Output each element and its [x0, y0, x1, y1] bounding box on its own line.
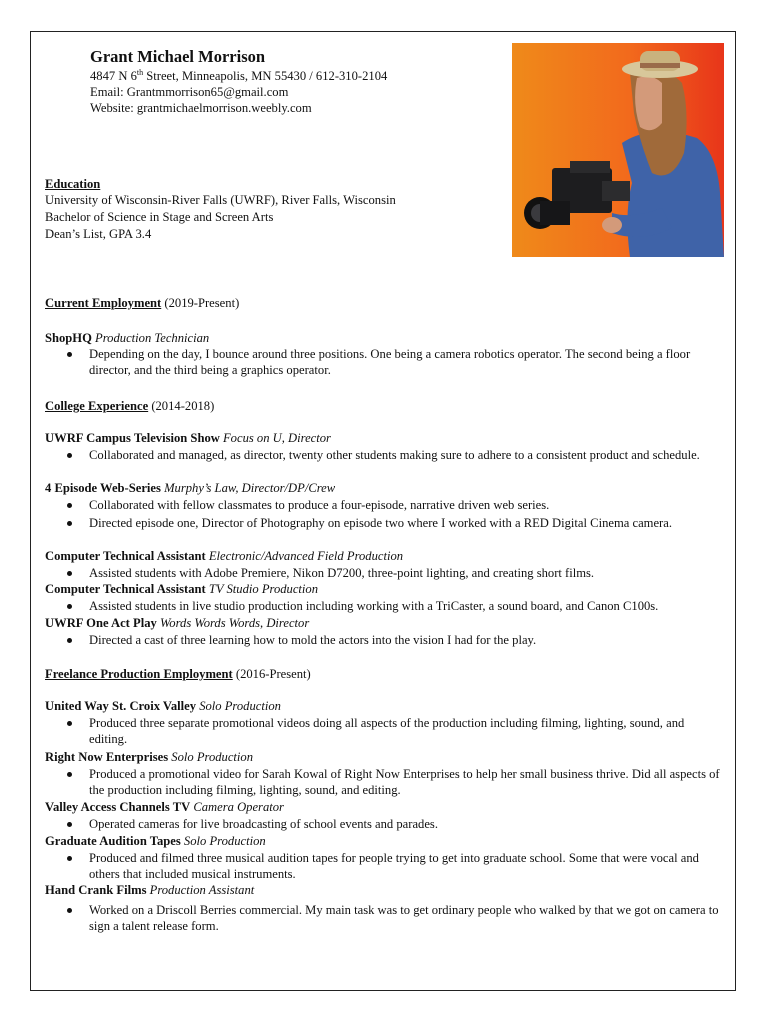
education-school: University of Wisconsin-River Falls (UWRF), River Falls, Wisconsin — [45, 193, 396, 207]
address-line: 4847 N 6th Street, Minneapolis, MN 55430 / 612-310-2104 — [90, 67, 388, 83]
job-bullet: Directed a cast of three learning how to mold the actors into the vision I had for the play. — [89, 633, 537, 647]
bullet-dot — [67, 856, 72, 861]
job-bullet: Worked on a Driscoll Berries commercial. My main task was to get ordinary people who walked by that we got on camera to sign a talent release form. — [89, 903, 719, 933]
job-title-line: Valley Access Channels TV Camera Operator — [45, 800, 284, 814]
website-line: Website: grantmichaelmorrison.weebly.com — [90, 101, 312, 115]
candidate-name: Grant Michael Morrison — [90, 47, 266, 66]
bullet-dot — [67, 638, 72, 643]
job-bullet: Produced and filmed three musical audition tapes for people trying to get into graduate school. Some that were vocal and others that included musical instruments. — [89, 851, 699, 881]
job-bullet: Produced a promotional video for Sarah Kowal of Right Now Enterprises to help her small business thrive. Did all aspects of the production including filming, lighting, sound, and editing. — [89, 767, 720, 797]
job-bullet: Produced three separate promotional videos doing all aspects of the production including filming, lighting, sound, and editing. — [89, 716, 685, 746]
job-title-line: Computer Technical Assistant TV Studio Production — [45, 582, 319, 596]
education-heading: Education — [45, 177, 101, 191]
college-experience-heading: College Experience (2014-2018) — [45, 399, 215, 413]
job-bullet: Assisted students in live studio production including working with a TriCaster, a sound board, and Canon C100s. — [89, 599, 659, 613]
profile-photo — [512, 43, 724, 257]
education-honors: Dean’s List, GPA 3.4 — [45, 227, 152, 241]
job-title-line: 4 Episode Web-Series Murphy’s Law, Director/DP/Crew — [45, 481, 336, 495]
email-line: Email: Grantmmorrison65@gmail.com — [90, 85, 289, 99]
freelance-heading: Freelance Production Employment (2016-Present) — [45, 667, 311, 681]
bullet-dot — [67, 908, 72, 913]
bullet-dot — [67, 453, 72, 458]
education-degree: Bachelor of Science in Stage and Screen Arts — [45, 210, 274, 224]
job-title-line: United Way St. Croix Valley Solo Production — [45, 699, 281, 713]
job-title-line: Hand Crank Films Production Assistant — [45, 883, 255, 897]
job-bullet: Collaborated with fellow classmates to produce a four-episode, narrative driven web series. — [89, 498, 550, 512]
bullet-dot — [67, 521, 72, 526]
job-bullet: Operated cameras for live broadcasting of school events and parades. — [89, 817, 438, 831]
bullet-dot — [67, 503, 72, 508]
job-bullet: Directed episode one, Director of Photography on episode two where I worked with a RED Digital Cinema camera. — [89, 516, 672, 530]
bullet-dot — [67, 571, 72, 576]
job-title-line: ShopHQ Production Technician — [45, 331, 210, 345]
bullet-dot — [67, 772, 72, 777]
job-bullet: Depending on the day, I bounce around three positions. One being a camera robotics operator. The second being a floor director, and the third being a graphics operator. — [89, 347, 691, 377]
job-title-line: UWRF One Act Play Words Words Words, Director — [45, 616, 310, 630]
job-title-line: UWRF Campus Television Show Focus on U, Director — [45, 431, 331, 445]
job-bullet: Collaborated and managed, as director, twenty other students making sure to adhere to a consistent product and schedule. — [89, 448, 700, 462]
bullet-dot — [67, 822, 72, 827]
current-employment-heading: Current Employment (2019-Present) — [45, 296, 240, 310]
job-title-line: Graduate Audition Tapes Solo Production — [45, 834, 266, 848]
bullet-dot — [67, 604, 72, 609]
job-bullet: Assisted students with Adobe Premiere, Nikon D7200, three-point lighting, and creating short films. — [89, 566, 595, 580]
job-title-line: Right Now Enterprises Solo Production — [45, 750, 254, 764]
bullet-dot — [67, 352, 72, 357]
bullet-dot — [67, 721, 72, 726]
job-title-line: Computer Technical Assistant Electronic/Advanced Field Production — [45, 549, 404, 563]
